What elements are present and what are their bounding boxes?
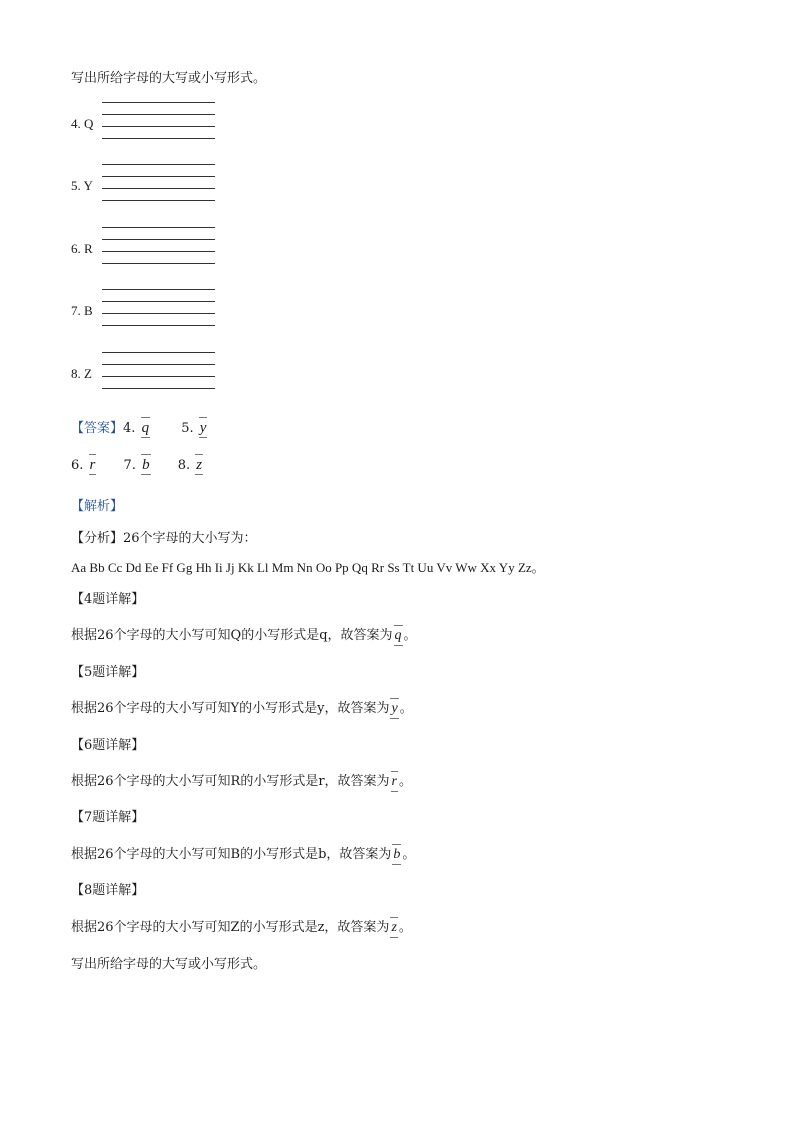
detail-text-6: 根据26个字母的大小写可知R的小写形式是r，故答案为 r 。 — [71, 774, 413, 789]
analysis-intro: 【分析】26个字母的大小写为： — [71, 531, 257, 546]
question-8 — [71, 352, 271, 400]
answer-6: r — [89, 457, 96, 473]
answer-line-2: 6. r 7. b 8. z — [71, 457, 203, 473]
answer-7: b — [142, 457, 150, 473]
answer-8: z — [196, 457, 203, 473]
detail-answer-6: r — [391, 774, 397, 789]
detail-answer-5: y — [391, 701, 398, 716]
detail-heading-8: 【8题详解】 — [71, 883, 145, 898]
detail-heading-5: 【5题详解】 — [71, 665, 145, 680]
answer-5: y — [199, 420, 207, 436]
question-label: 5. Y — [71, 178, 93, 193]
question-5 — [71, 164, 271, 212]
question-label: 8. Z — [71, 366, 92, 381]
detail-text-7: 根据26个字母的大小写可知B的小写形式是b，故答案为 b 。 — [71, 847, 416, 862]
detail-text-8: 根据26个字母的大小写可知Z的小写形式是z，故答案为 z 。 — [71, 920, 412, 935]
question-4 — [71, 102, 271, 150]
question-6 — [71, 227, 271, 275]
answer-line-1: 【答案】4. q 5. y — [71, 420, 207, 436]
question-label: 4. Q — [71, 116, 94, 131]
footer-instruction: 写出所给字母的大写或小写形式。 — [71, 957, 267, 972]
alphabet-list: Aa Bb Cc Dd Ee Ff Gg Hh Ii Jj Kk Ll Mm Nn Oo Pp Qq Rr Ss Tt Uu Vv Ww Xx Yy Zz。 — [71, 560, 545, 575]
question-label: 7. B — [71, 303, 93, 318]
writing-lines — [102, 227, 215, 265]
writing-lines — [102, 164, 215, 202]
answer-4: q — [141, 420, 150, 436]
question-7 — [71, 289, 271, 337]
detail-answer-8: z — [391, 920, 397, 935]
detail-answer-4: q — [394, 628, 402, 643]
answer-label: 【答案】 — [71, 421, 124, 436]
analysis-heading: 【解析】 — [71, 499, 124, 514]
writing-lines — [102, 102, 215, 140]
detail-heading-4: 【4题详解】 — [71, 592, 145, 607]
detail-heading-7: 【7题详解】 — [71, 810, 145, 825]
detail-answer-7: b — [393, 847, 401, 862]
writing-lines — [102, 352, 215, 390]
detail-text-4: 根据26个字母的大小写可知Q的小写形式是q，故答案为 q 。 — [71, 628, 417, 643]
instruction-text: 写出所给字母的大写或小写形式。 — [71, 71, 267, 86]
question-label: 6. R — [71, 241, 93, 256]
detail-heading-6: 【6题详解】 — [71, 738, 145, 753]
detail-text-5: 根据26个字母的大小写可知Y的小写形式是y，故答案为 y 。 — [71, 701, 413, 716]
writing-lines — [102, 289, 215, 327]
